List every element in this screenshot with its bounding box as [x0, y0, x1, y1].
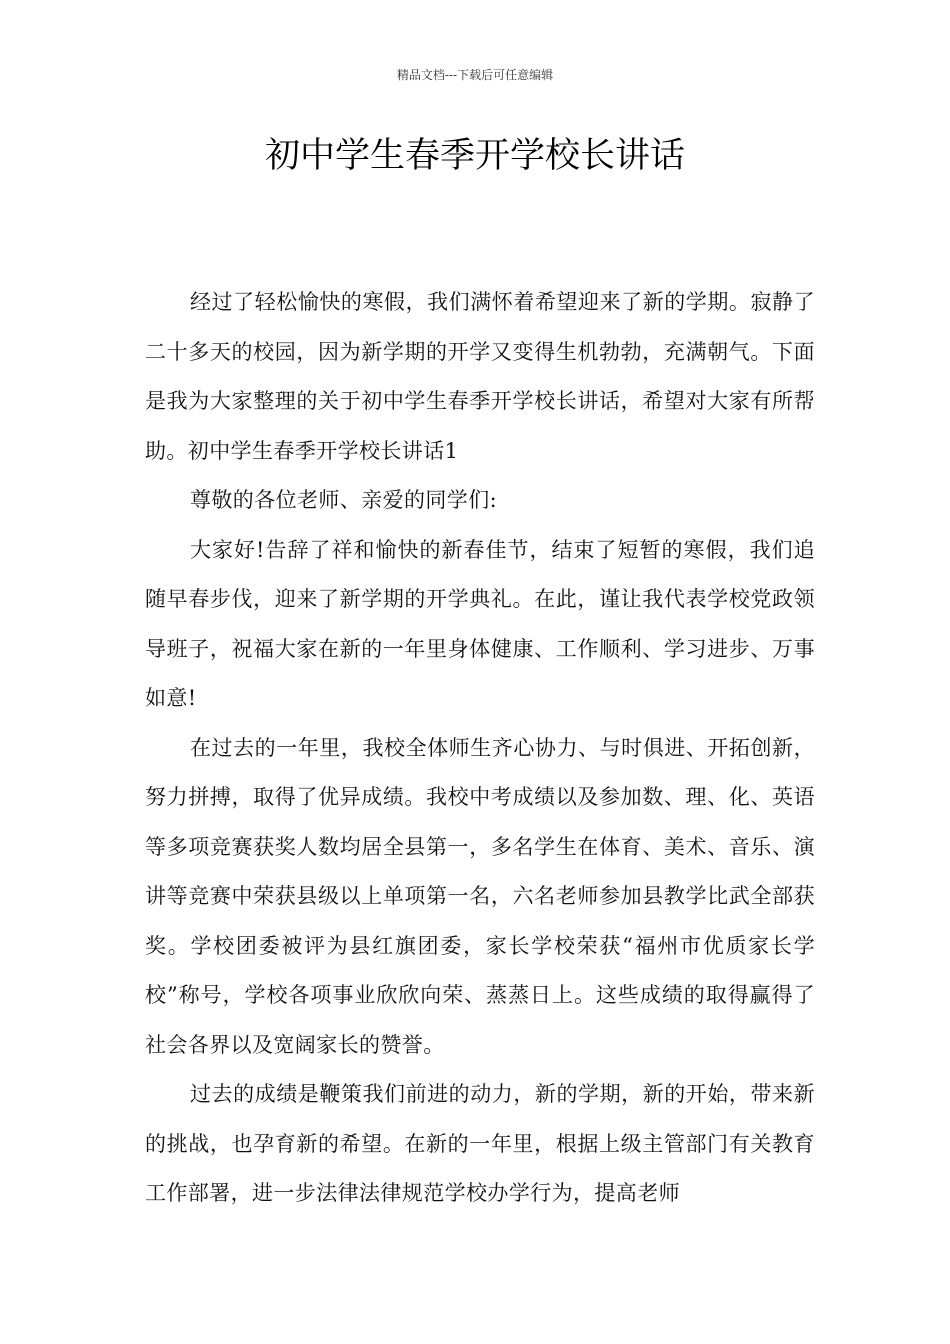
paragraph-greeting: 大家好!告辞了祥和愉快的新春佳节，结束了短暂的寒假，我们追随早春步伐，迎来了新学期的开学典礼。在此，谨让我代表学校党政领导班子，祝福大家在新的一年里身体健康、工作顺利、学习进步、万事如意!	[145, 537, 815, 710]
header-note: 精品文档---下载后可任意编辑	[396, 68, 554, 82]
paragraph-achievements: 在过去的一年里，我校全体师生齐心协力、与时俱进、开拓创新，努力拼搏，取得了优异成绩。我校中考成绩以及参加数、理、化、英语等多项竞赛获奖人数均居全县第一，多名学生在体育、美术、音乐、演讲等竞赛中荣获县级以上单项第一名，六名老师参加县教学比武全部获奖。学校团委被评为县红旗团委，家长学校荣获“福州市优质家长学校”称号，学校各项事业欣欣向荣、蒸蒸日上。这些成绩的取得赢得了社会各界以及宽阔家长的赞誉。	[145, 735, 815, 1057]
paragraph-salutation: 尊敬的各位老师、亲爱的同学们:	[190, 488, 498, 512]
document-body	[145, 278, 815, 1219]
paragraph-new-term: 过去的成绩是鞭策我们前进的动力，新的学期，新的开始，带来新的挑战，也孕育新的希望。在新的一年里，根据上级主管部门有关教育工作部署，进一步法律法律规范学校办学行为，提高老师	[145, 1082, 815, 1205]
paragraph-intro: 经过了轻松愉快的寒假，我们满怀着希望迎来了新的学期。寂静了二十多天的校园，因为新学期的开学又变得生机勃勃，充满朝气。下面是我为大家整理的关于初中学生春季开学校长讲话，希望对大家有所帮助。初中学生春季开学校长讲话1	[145, 290, 815, 463]
page-title: 初中学生春季开学校长讲话	[264, 136, 685, 176]
